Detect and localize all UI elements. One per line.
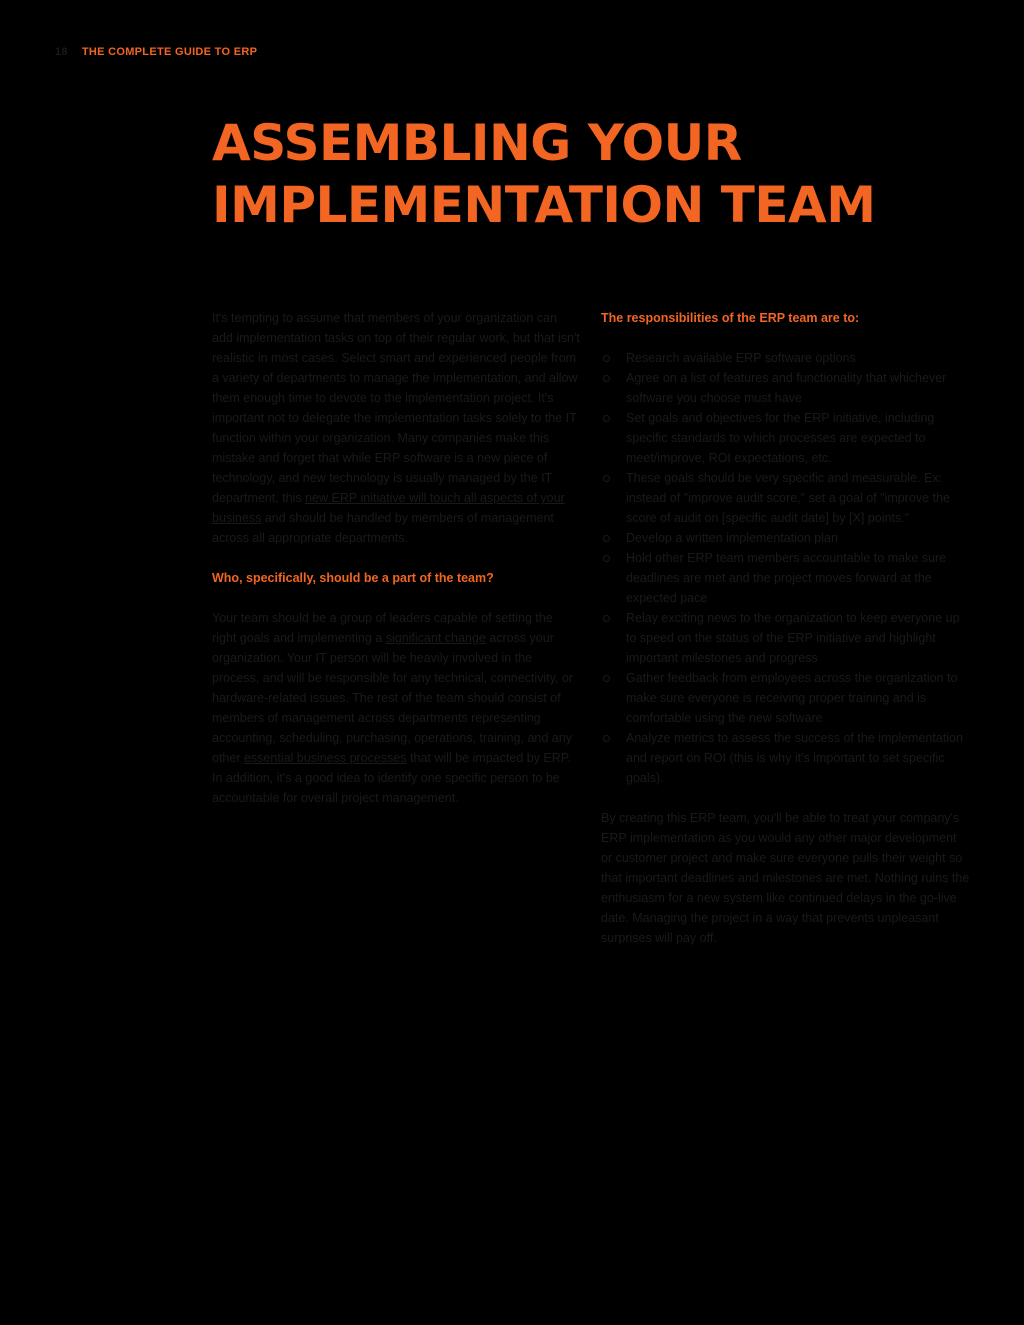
essential-processes-link[interactable]: essential business processes <box>243 751 407 765</box>
running-header <box>55 46 257 58</box>
responsibilities-list <box>601 348 971 788</box>
list-item: These goals should be very specific and measurable. Ex: instead of "improve audit score," set a goal of "improve the score of audit on [specific audit date] by [X] points." <box>601 468 971 528</box>
list-item: Agree on a list of features and functionality that whichever software you choose must have <box>601 368 971 408</box>
page-number: 18 <box>55 46 68 58</box>
left-column <box>212 308 580 828</box>
responsibilities-subheading: The responsibilities of the ERP team are to: <box>601 311 860 325</box>
intro-paragraph <box>212 308 580 548</box>
intro-text-b: and should be handled by members of management across all appropriate departments. <box>212 511 554 545</box>
team-paragraph <box>212 608 580 808</box>
list-item: Set goals and objectives for the ERP initiative, including specific standards to which processes are expected to meet/improve, ROI expectations, etc. <box>601 408 971 468</box>
team-text-c: that will be impacted by ERP. In addition, it's a good idea to identify one specific person to be accountable for overall project management. <box>212 751 571 805</box>
list-item: Analyze metrics to assess the success of the implementation and report on ROI (this is why it's important to set specific goals). <box>601 728 971 788</box>
page-title <box>212 112 972 236</box>
right-column <box>601 308 971 968</box>
page-title-line-2: IMPLEMENTATION TEAM <box>212 176 876 234</box>
list-item: Relay exciting news to the organization to keep everyone up to speed on the status of the ERP initiative and highlight important milestones and progress <box>601 608 971 668</box>
significant-change-link[interactable]: significant change <box>385 631 486 645</box>
team-members-subheading: Who, specifically, should be a part of the team? <box>212 571 494 585</box>
list-item: Gather feedback from employees across the organization to make sure everyone is receiving proper training and is comfortable using the new software <box>601 668 971 728</box>
team-text-a: Your team should be a group of leaders capable of setting the right goals and implementing a <box>212 611 553 645</box>
intro-text-a: It's tempting to assume that members of your organization can add implementation tasks on top of their regular work, but that isn't realistic in most cases. Select smart and experienced people from a variety of departments to manage the implementation, and allow them enough time to devote to the implementation project. It's important not to delegate the implementation tasks solely to the IT function within your organization. Many companies make this mistake and forget that while ERP software is a new piece of technology, and new technology is usually managed by the IT department, this <box>212 311 580 505</box>
document-title: THE COMPLETE GUIDE TO ERP <box>81 46 258 58</box>
list-item: Research available ERP software options <box>601 348 971 368</box>
list-item: Develop a written implementation plan <box>601 528 971 548</box>
closing-paragraph: By creating this ERP team, you'll be able to treat your company's ERP implementation as you would any other major development or customer project and make sure everyone pulls their weight so that important deadlines and milestones are met. Nothing ruins the enthusiasm for a new system like continued delays in the go-live date. Managing the project in a way that prevents unpleasant surprises will pay off. <box>601 811 970 945</box>
team-text-b: across your organization. Your IT person will be heavily involved in the process, and will be responsible for any technical, connectivity, or hardware-related issues. The rest of the team should consist of members of management across departments representing accounting, scheduling, purchasing, operations, training, and any other <box>212 631 574 765</box>
erp-initiative-link[interactable]: new ERP initiative will touch all aspects of your business <box>212 491 565 525</box>
page-title-line-1: ASSEMBLING YOUR <box>212 114 742 172</box>
list-item: Hold other ERP team members accountable to make sure deadlines are met and the project moves forward at the expected pace <box>601 548 971 608</box>
